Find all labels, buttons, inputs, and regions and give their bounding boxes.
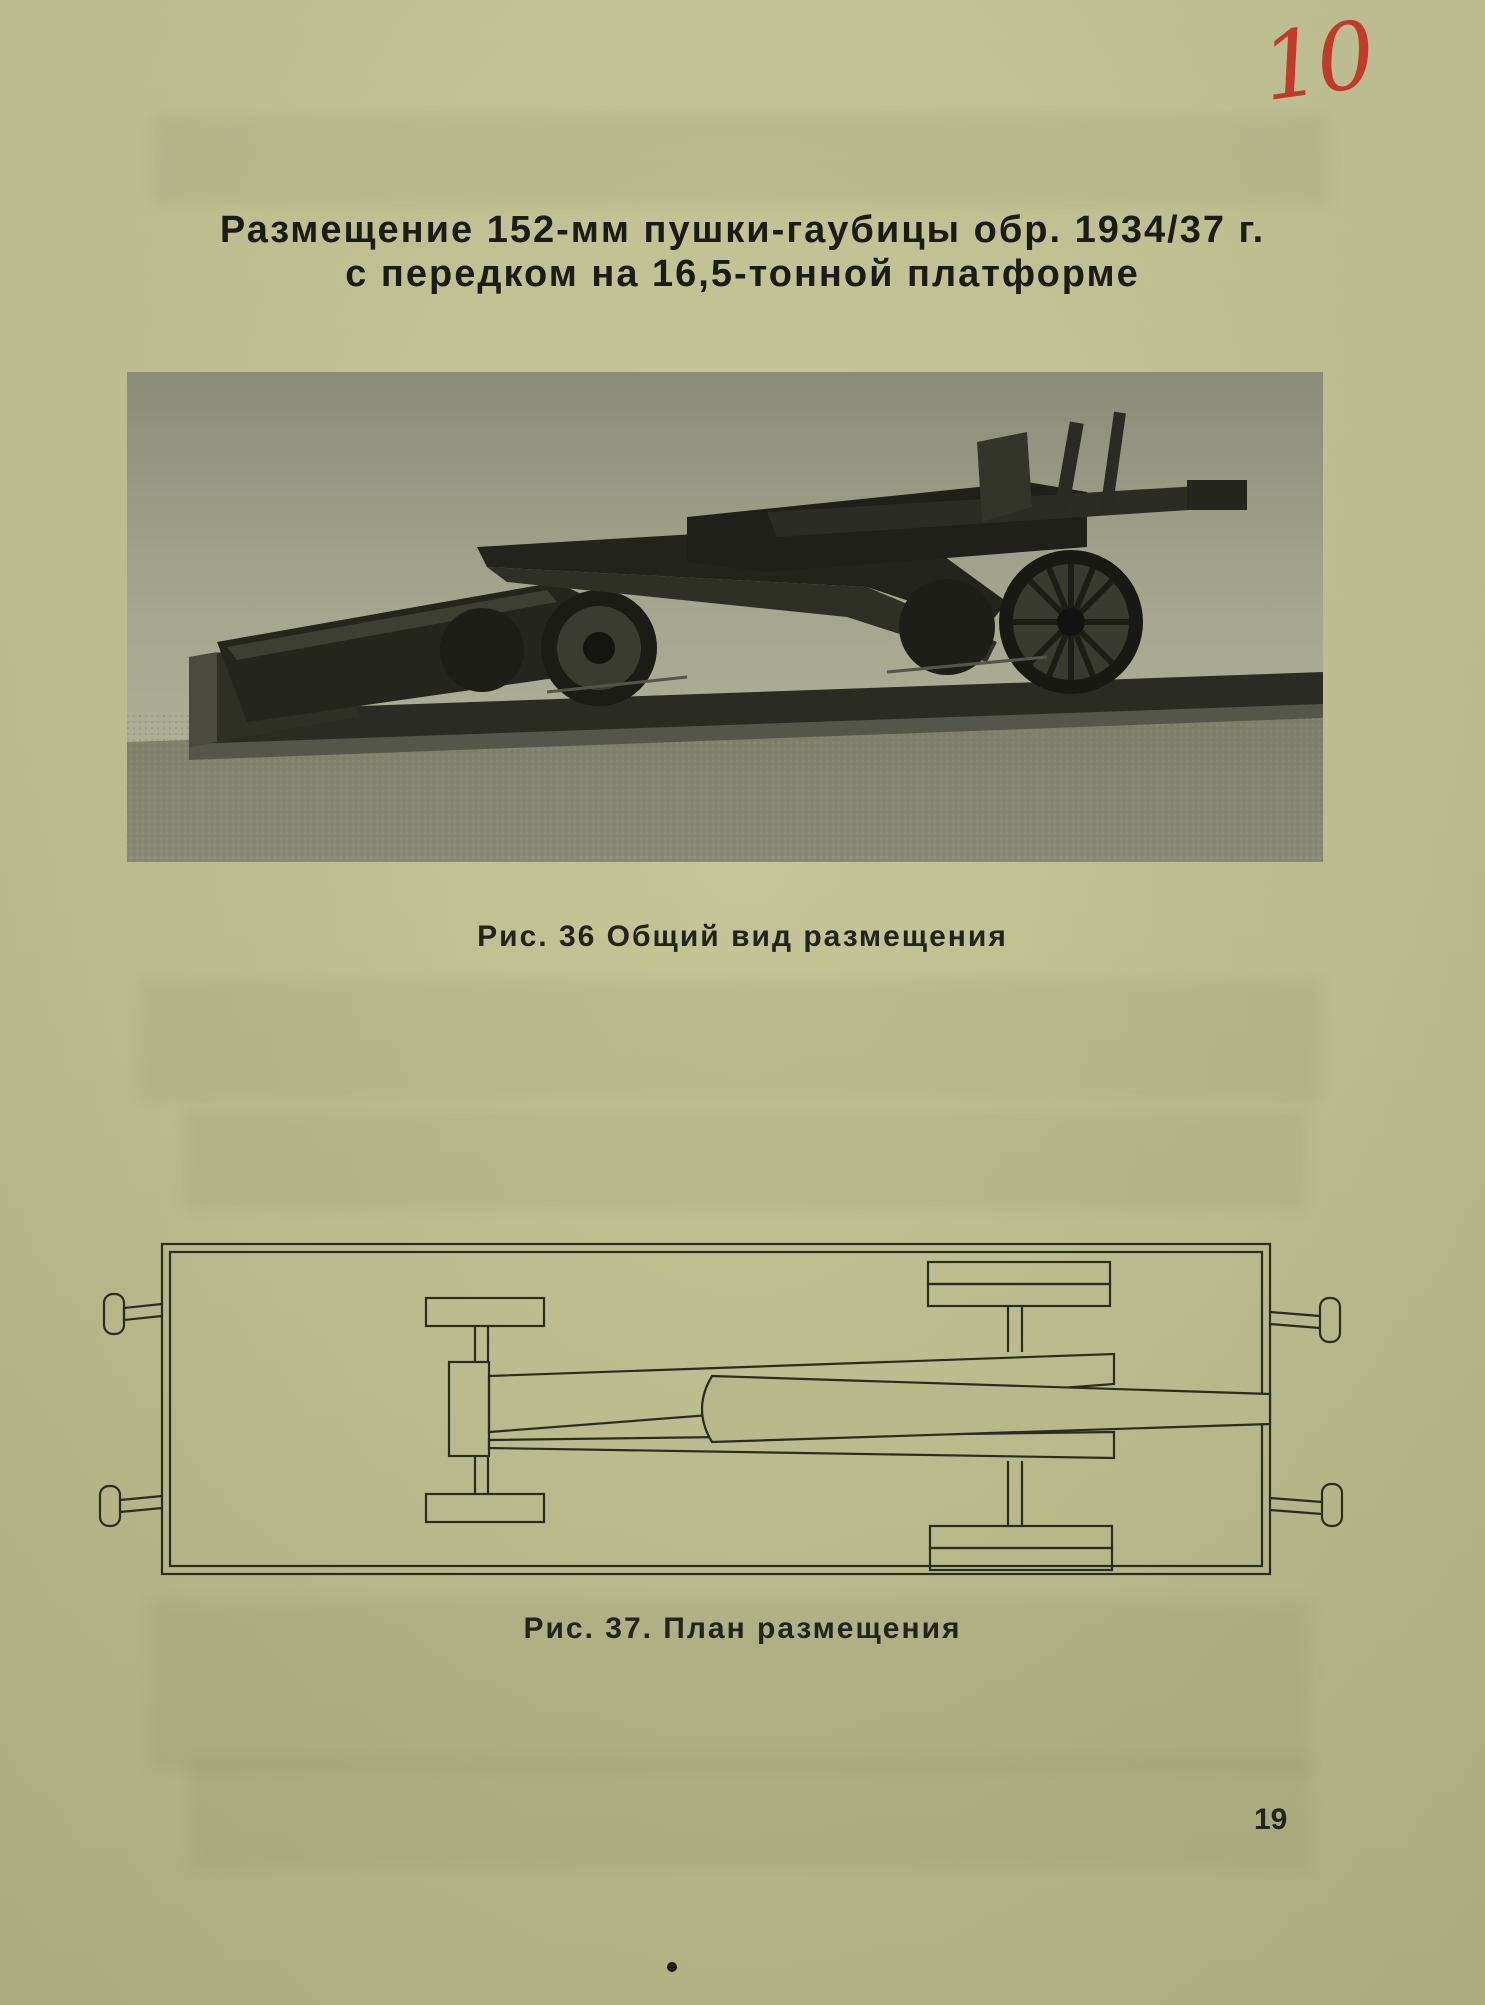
buffer-left-bottom (100, 1486, 162, 1526)
figure-36-caption: Рис. 36 Общий вид размещения (477, 920, 1008, 953)
bleed-through-shadow (150, 115, 1330, 205)
buffer-right-bottom (1270, 1484, 1342, 1526)
buffer-left-top (104, 1294, 162, 1334)
limber-wheel-bottom (426, 1494, 544, 1522)
limber-body (449, 1362, 489, 1456)
bleed-through-shadow (185, 1110, 1305, 1210)
page-number: 19 (1254, 1803, 1288, 1836)
title-line-2: с передком на 16,5-тонной платформе (345, 253, 1140, 295)
gun-wheel-bottom-a (930, 1526, 1112, 1548)
title-line-1: Размещение 152-мм пушки-гаубицы обр. 1934/37 г. (219, 209, 1266, 251)
plan-diagram (92, 1236, 1352, 1586)
plan-drawing (92, 1236, 1352, 1586)
handwritten-folio-number: 10 (1255, 0, 1378, 123)
buffer-right-top (1270, 1298, 1340, 1342)
bleed-through-shadow (190, 1760, 1310, 1870)
ink-dot (667, 1962, 677, 1972)
photo-general-view (127, 372, 1323, 862)
gun-wheel-top-a (928, 1262, 1110, 1284)
limber-wheel-top (426, 1298, 544, 1326)
barrel (702, 1376, 1270, 1442)
figure-37-caption: Рис. 37. План размещения (523, 1612, 962, 1645)
photo-illustration (127, 372, 1323, 862)
bleed-through-shadow (140, 980, 1320, 1100)
page-title (0, 208, 1485, 296)
